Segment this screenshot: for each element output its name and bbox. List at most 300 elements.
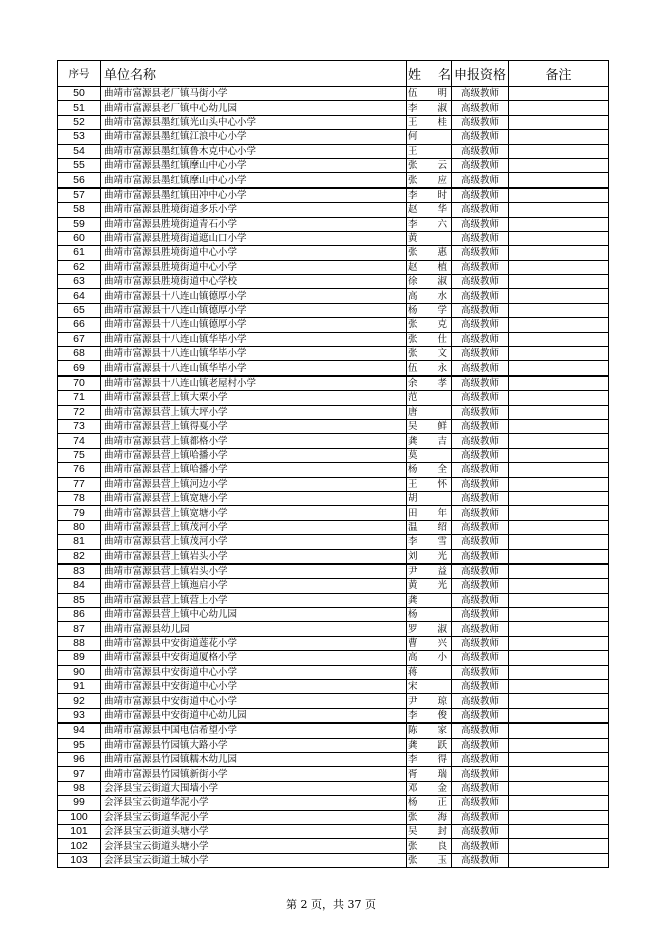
surname: 范 xyxy=(408,392,418,404)
given-name: 时 xyxy=(437,189,447,201)
seq-cell: 58 xyxy=(58,203,101,217)
unit-cell: 曲靖市富源县胜境街道中心小学 xyxy=(101,246,407,260)
unit-cell: 曲靖市富源县营上镇营上小学 xyxy=(101,593,407,607)
given-name: 淑 xyxy=(437,623,447,635)
seq-cell: 66 xyxy=(58,318,101,332)
remark-cell xyxy=(509,419,609,433)
table-row xyxy=(58,448,609,462)
remark-cell xyxy=(509,477,609,491)
unit-cell: 曲靖市富源县营上镇岩头小学 xyxy=(101,549,407,564)
seq-cell: 55 xyxy=(58,158,101,172)
seq-cell: 64 xyxy=(58,289,101,303)
unit-cell: 曲靖市富源县胜境街道中心小学 xyxy=(101,260,407,274)
surname: 余 xyxy=(408,378,418,389)
table-row xyxy=(58,738,609,752)
table-row xyxy=(58,376,609,391)
name-cell xyxy=(407,839,452,853)
given-name: 应 xyxy=(437,174,447,186)
remark-cell xyxy=(509,549,609,564)
unit-cell: 曲靖市富源县胜境街道多乐小学 xyxy=(101,203,407,217)
qualification-cell: 高级教师 xyxy=(452,347,509,361)
table-row xyxy=(58,564,609,579)
remark-cell xyxy=(509,101,609,115)
remark-cell xyxy=(509,246,609,260)
remark-cell xyxy=(509,448,609,462)
surname: 何 xyxy=(408,131,418,143)
table-row xyxy=(58,332,609,346)
given-name: 海 xyxy=(437,811,447,823)
qualification-cell: 高级教师 xyxy=(452,708,509,723)
surname: 刘 xyxy=(408,550,418,562)
surname: 王 xyxy=(408,116,418,128)
remark-cell xyxy=(509,405,609,419)
given-name: 淑 xyxy=(437,276,447,288)
table-row xyxy=(58,144,609,158)
remark-cell xyxy=(509,347,609,361)
remark-cell xyxy=(509,275,609,289)
seq-cell: 77 xyxy=(58,477,101,491)
remark-cell xyxy=(509,665,609,679)
name-cell xyxy=(407,853,452,867)
surname: 杨 xyxy=(408,797,418,809)
unit-cell: 会泽县宝云街道头塘小学 xyxy=(101,839,407,853)
remark-cell xyxy=(509,752,609,766)
seq-cell: 103 xyxy=(58,853,101,867)
seq-cell: 88 xyxy=(58,636,101,650)
unit-cell: 曲靖市富源县营上镇大坪小学 xyxy=(101,405,407,419)
surname: 尹 xyxy=(408,566,418,578)
seq-cell: 87 xyxy=(58,622,101,636)
qualification-cell: 高级教师 xyxy=(452,549,509,564)
qualification-cell: 高级教师 xyxy=(452,622,509,636)
name-cell xyxy=(407,796,452,810)
given-name: 光 xyxy=(437,550,447,562)
remark-cell xyxy=(509,144,609,158)
table-row xyxy=(58,246,609,260)
unit-cell: 曲靖市富源县营上镇茂河小学 xyxy=(101,535,407,549)
qualification-cell: 高级教师 xyxy=(452,810,509,824)
surname: 王 xyxy=(408,478,418,490)
surname: 吴 xyxy=(408,826,418,838)
surname: 张 xyxy=(408,840,418,852)
name-cell xyxy=(407,708,452,723)
name-cell xyxy=(407,332,452,346)
surname: 李 xyxy=(408,709,418,721)
qualification-cell: 高级教师 xyxy=(452,318,509,332)
unit-cell: 曲靖市富源县十八连山镇德厚小学 xyxy=(101,318,407,332)
seq-cell: 84 xyxy=(58,579,101,593)
unit-cell: 曲靖市富源县营上镇中心幼儿园 xyxy=(101,608,407,622)
table-row xyxy=(58,665,609,679)
qualification-cell: 高级教师 xyxy=(452,419,509,433)
table-row xyxy=(58,593,609,607)
header-remark: 备注 xyxy=(509,61,609,87)
name-cell xyxy=(407,158,452,172)
name-cell xyxy=(407,115,452,129)
name-cell xyxy=(407,173,452,188)
remark-cell xyxy=(509,593,609,607)
remark-cell xyxy=(509,231,609,245)
remark-cell xyxy=(509,579,609,593)
name-cell xyxy=(407,767,452,781)
remark-cell xyxy=(509,680,609,694)
unit-cell: 曲靖市富源县中安街道中心幼儿园 xyxy=(101,708,407,723)
unit-cell: 曲靖市富源县幼儿园 xyxy=(101,622,407,636)
name-cell xyxy=(407,608,452,622)
qualification-cell: 高级教师 xyxy=(452,506,509,520)
qualification-cell: 高级教师 xyxy=(452,448,509,462)
surname: 龚 xyxy=(408,739,418,751)
seq-cell: 50 xyxy=(58,87,101,101)
surname: 黄 xyxy=(408,233,418,245)
given-name: 学 xyxy=(437,305,447,317)
table-row xyxy=(58,405,609,419)
name-cell xyxy=(407,824,452,838)
unit-cell: 曲靖市富源县营上镇哈播小学 xyxy=(101,448,407,462)
given-name: 孝 xyxy=(437,378,447,389)
given-name: 永 xyxy=(437,362,447,374)
table-row xyxy=(58,260,609,274)
unit-cell: 曲靖市富源县营上镇宽塘小学 xyxy=(101,491,407,505)
table-row xyxy=(58,680,609,694)
name-cell xyxy=(407,231,452,245)
name-cell xyxy=(407,203,452,217)
remark-cell xyxy=(509,491,609,505)
remark-cell xyxy=(509,115,609,129)
qualification-cell: 高级教师 xyxy=(452,853,509,867)
name-cell xyxy=(407,723,452,738)
table-row xyxy=(58,303,609,317)
surname: 王 xyxy=(408,145,418,157)
surname: 蒋 xyxy=(408,666,418,678)
name-cell xyxy=(407,694,452,708)
qualification-cell: 高级教师 xyxy=(452,796,509,810)
unit-cell: 曲靖市富源县竹园镇糯木幼儿园 xyxy=(101,752,407,766)
unit-cell: 曲靖市富源县营上镇岩头小学 xyxy=(101,564,407,579)
given-name: 淑 xyxy=(437,102,447,114)
header-unit: 单位名称 xyxy=(101,61,407,87)
surname: 张 xyxy=(408,854,418,866)
qualification-cell: 高级教师 xyxy=(452,608,509,622)
unit-cell: 曲靖市富源县营上镇大栗小学 xyxy=(101,391,407,405)
given-name: 克 xyxy=(437,319,447,331)
given-name: 华 xyxy=(437,204,447,216)
table-row xyxy=(58,549,609,564)
unit-cell: 曲靖市富源县营上镇迤启小学 xyxy=(101,579,407,593)
unit-cell: 曲靖市富源县墨红镇摩山中心小学 xyxy=(101,173,407,188)
seq-cell: 99 xyxy=(58,796,101,810)
name-cell xyxy=(407,506,452,520)
seq-cell: 96 xyxy=(58,752,101,766)
name-cell xyxy=(407,665,452,679)
given-name: 六 xyxy=(437,218,447,230)
name-cell xyxy=(407,318,452,332)
remark-cell xyxy=(509,824,609,838)
surname: 李 xyxy=(408,218,418,230)
seq-cell: 85 xyxy=(58,593,101,607)
surname: 曹 xyxy=(408,638,418,650)
unit-cell: 曲靖市富源县胜境街道中心学校 xyxy=(101,275,407,289)
name-cell xyxy=(407,564,452,579)
surname: 唐 xyxy=(408,406,418,418)
given-name: 云 xyxy=(437,160,447,172)
surname: 宋 xyxy=(408,681,418,693)
name-cell xyxy=(407,448,452,462)
name-cell xyxy=(407,87,452,101)
given-name: 文 xyxy=(437,348,447,360)
surname: 张 xyxy=(408,174,418,186)
seq-cell: 60 xyxy=(58,231,101,245)
name-cell xyxy=(407,781,452,795)
given-name: 小 xyxy=(437,652,447,664)
remark-cell xyxy=(509,723,609,738)
unit-cell: 曲靖市富源县胜境街道青石小学 xyxy=(101,217,407,231)
seq-cell: 100 xyxy=(58,810,101,824)
remark-cell xyxy=(509,203,609,217)
seq-cell: 59 xyxy=(58,217,101,231)
remark-cell xyxy=(509,506,609,520)
qualification-cell: 高级教师 xyxy=(452,246,509,260)
table-row xyxy=(58,752,609,766)
unit-cell: 曲靖市富源县中安街道中心小学 xyxy=(101,680,407,694)
given-name: 仕 xyxy=(437,333,447,345)
qualification-cell: 高级教师 xyxy=(452,188,509,203)
given-name: 雪 xyxy=(437,536,447,548)
unit-cell: 曲靖市富源县营上镇得戛小学 xyxy=(101,419,407,433)
surname: 李 xyxy=(408,189,418,201)
given-name: 桂 xyxy=(437,116,447,128)
qualification-cell: 高级教师 xyxy=(452,839,509,853)
unit-cell: 曲靖市富源县墨红镇摩山中心小学 xyxy=(101,158,407,172)
surname: 高 xyxy=(408,652,418,664)
given-name: 正 xyxy=(437,797,447,809)
qualification-cell: 高级教师 xyxy=(452,101,509,115)
unit-cell: 曲靖市富源县十八连山镇德厚小学 xyxy=(101,303,407,317)
seq-cell: 67 xyxy=(58,332,101,346)
table-row xyxy=(58,535,609,549)
remark-cell xyxy=(509,130,609,144)
page-footer: 第 2 页，共 37 页 xyxy=(286,898,376,911)
table-row xyxy=(58,477,609,491)
seq-cell: 74 xyxy=(58,434,101,448)
qualification-cell: 高级教师 xyxy=(452,665,509,679)
unit-cell: 曲靖市富源县十八连山镇老屋村小学 xyxy=(101,376,407,391)
remark-cell xyxy=(509,289,609,303)
surname: 陈 xyxy=(408,725,418,737)
seq-cell: 80 xyxy=(58,520,101,534)
surname: 黄 xyxy=(408,580,418,592)
surname: 伍 xyxy=(408,88,418,100)
seq-cell: 83 xyxy=(58,564,101,579)
header-seq: 序号 xyxy=(58,61,101,87)
unit-cell: 曲靖市富源县营上镇河边小学 xyxy=(101,477,407,491)
name-cell xyxy=(407,520,452,534)
qualification-cell: 高级教师 xyxy=(452,752,509,766)
qualification-cell: 高级教师 xyxy=(452,651,509,665)
qualification-cell: 高级教师 xyxy=(452,824,509,838)
qualification-cell: 高级教师 xyxy=(452,275,509,289)
surname: 罗 xyxy=(408,623,418,635)
surname: 张 xyxy=(408,319,418,331)
seq-cell: 89 xyxy=(58,651,101,665)
header-name xyxy=(407,61,452,87)
given-name: 兴 xyxy=(437,638,447,650)
table-row xyxy=(58,188,609,203)
qualification-cell: 高级教师 xyxy=(452,405,509,419)
qualification-cell: 高级教师 xyxy=(452,491,509,505)
surname: 张 xyxy=(408,811,418,823)
remark-cell xyxy=(509,853,609,867)
seq-cell: 93 xyxy=(58,708,101,723)
remark-cell xyxy=(509,158,609,172)
remark-cell xyxy=(509,564,609,579)
remark-cell xyxy=(509,260,609,274)
name-cell xyxy=(407,680,452,694)
unit-cell: 曲靖市富源县十八连山镇华毕小学 xyxy=(101,361,407,376)
table-row xyxy=(58,115,609,129)
qualification-cell: 高级教师 xyxy=(452,535,509,549)
surname: 田 xyxy=(408,507,418,519)
qualification-cell: 高级教师 xyxy=(452,391,509,405)
name-cell xyxy=(407,303,452,317)
qualification-cell: 高级教师 xyxy=(452,231,509,245)
seq-cell: 70 xyxy=(58,376,101,391)
unit-cell: 曲靖市富源县中安街道中心小学 xyxy=(101,694,407,708)
name-cell xyxy=(407,275,452,289)
table-row xyxy=(58,318,609,332)
unit-cell: 曲靖市富源县中安街道中心小学 xyxy=(101,665,407,679)
qualification-cell: 高级教师 xyxy=(452,303,509,317)
qualification-cell: 高级教师 xyxy=(452,332,509,346)
unit-cell: 曲靖市富源县十八连山镇华毕小学 xyxy=(101,347,407,361)
name-cell xyxy=(407,246,452,260)
name-cell xyxy=(407,419,452,433)
surname: 尹 xyxy=(408,695,418,707)
remark-cell xyxy=(509,622,609,636)
seq-cell: 72 xyxy=(58,405,101,419)
table-row xyxy=(58,275,609,289)
seq-cell: 101 xyxy=(58,824,101,838)
seq-cell: 52 xyxy=(58,115,101,129)
name-cell xyxy=(407,622,452,636)
seq-cell: 65 xyxy=(58,303,101,317)
given-name: 吉 xyxy=(437,435,447,447)
name-cell xyxy=(407,144,452,158)
surname: 高 xyxy=(408,290,418,302)
qualification-cell: 高级教师 xyxy=(452,376,509,391)
table-row xyxy=(58,651,609,665)
name-cell xyxy=(407,188,452,203)
surname: 李 xyxy=(408,102,418,114)
name-cell xyxy=(407,491,452,505)
given-name: 植 xyxy=(437,261,447,273)
surname: 胡 xyxy=(408,493,418,505)
table-row xyxy=(58,506,609,520)
qualification-cell: 高级教师 xyxy=(452,767,509,781)
unit-cell: 曲靖市富源县胜境街道遮山口小学 xyxy=(101,231,407,245)
given-name: 全 xyxy=(437,464,447,476)
name-cell xyxy=(407,752,452,766)
given-name: 家 xyxy=(437,725,447,737)
seq-cell: 94 xyxy=(58,723,101,738)
surname: 张 xyxy=(408,247,418,259)
seq-cell: 63 xyxy=(58,275,101,289)
remark-cell xyxy=(509,376,609,391)
qualification-cell: 高级教师 xyxy=(452,781,509,795)
table-row xyxy=(58,723,609,738)
name-cell xyxy=(407,434,452,448)
given-name: 鲜 xyxy=(437,421,447,433)
name-cell xyxy=(407,130,452,144)
qualification-cell: 高级教师 xyxy=(452,130,509,144)
unit-cell: 曲靖市富源县营上镇哈播小学 xyxy=(101,463,407,477)
remark-cell xyxy=(509,839,609,853)
remark-cell xyxy=(509,520,609,534)
unit-cell: 曲靖市富源县老厂镇马街小学 xyxy=(101,87,407,101)
remark-cell xyxy=(509,318,609,332)
table-row xyxy=(58,608,609,622)
unit-cell: 曲靖市富源县墨红镇光山头中心小学 xyxy=(101,115,407,129)
unit-cell: 曲靖市富源县营上镇宽塘小学 xyxy=(101,506,407,520)
seq-cell: 51 xyxy=(58,101,101,115)
given-name: 惠 xyxy=(437,247,447,259)
name-cell xyxy=(407,477,452,491)
seq-cell: 91 xyxy=(58,680,101,694)
surname: 龚 xyxy=(408,594,418,606)
seq-cell: 86 xyxy=(58,608,101,622)
remark-cell xyxy=(509,608,609,622)
seq-cell: 81 xyxy=(58,535,101,549)
name-cell xyxy=(407,361,452,376)
table-row xyxy=(58,391,609,405)
seq-cell: 53 xyxy=(58,130,101,144)
table-row xyxy=(58,708,609,723)
table-row xyxy=(58,520,609,534)
remark-cell xyxy=(509,738,609,752)
table-row xyxy=(58,622,609,636)
given-name: 封 xyxy=(437,826,447,838)
given-name: 玉 xyxy=(437,854,447,866)
name-cell xyxy=(407,217,452,231)
qualification-cell: 高级教师 xyxy=(452,87,509,101)
name-cell xyxy=(407,463,452,477)
qualification-cell: 高级教师 xyxy=(452,289,509,303)
table-row xyxy=(58,767,609,781)
qualification-cell: 高级教师 xyxy=(452,723,509,738)
unit-cell: 曲靖市富源县墨红镇鲁木克中心小学 xyxy=(101,144,407,158)
remark-cell xyxy=(509,87,609,101)
qualification-cell: 高级教师 xyxy=(452,477,509,491)
remark-cell xyxy=(509,810,609,824)
qualification-cell: 高级教师 xyxy=(452,593,509,607)
surname: 徐 xyxy=(408,276,418,288)
qualification-cell: 高级教师 xyxy=(452,260,509,274)
seq-cell: 69 xyxy=(58,361,101,376)
given-name: 绍 xyxy=(437,521,447,533)
name-cell xyxy=(407,738,452,752)
unit-cell: 曲靖市富源县营上镇都格小学 xyxy=(101,434,407,448)
unit-cell: 曲靖市富源县墨红镇田冲中心小学 xyxy=(101,188,407,203)
qualification-cell: 高级教师 xyxy=(452,694,509,708)
qualification-cell: 高级教师 xyxy=(452,144,509,158)
header-name-first: 姓 xyxy=(408,67,422,82)
table-row xyxy=(58,347,609,361)
seq-cell: 102 xyxy=(58,839,101,853)
remark-cell xyxy=(509,391,609,405)
given-name: 年 xyxy=(437,507,447,519)
teacher-list-table xyxy=(57,60,609,868)
qualification-cell: 高级教师 xyxy=(452,115,509,129)
